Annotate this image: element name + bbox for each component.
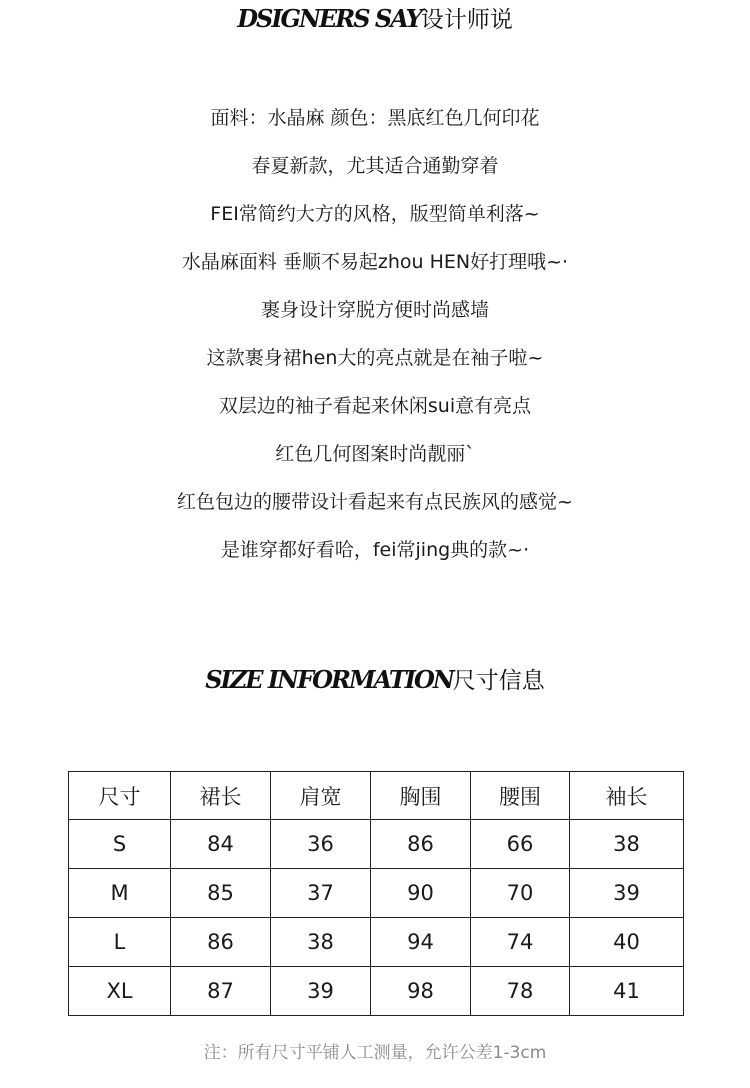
table-cell: 38 <box>570 820 684 869</box>
designer-say-title-en: DSIGNERS SAY <box>237 4 421 33</box>
table-row <box>69 967 684 1016</box>
description-line: 这款裹身裙hen大的亮点就是在袖子啦~ <box>206 347 544 369</box>
table-cell: 36 <box>271 820 371 869</box>
description-line: 是谁穿都好看哈，fei常jing典的款~· <box>220 539 530 561</box>
table-cell: 90 <box>371 869 471 918</box>
header-sleeve-length: 袖长 <box>570 772 684 820</box>
header-shoulder-width: 肩宽 <box>271 772 371 820</box>
table-cell: 74 <box>471 918 570 967</box>
table-cell: S <box>69 820 171 869</box>
table-cell: 70 <box>471 869 570 918</box>
table-cell: 87 <box>171 967 271 1016</box>
description-line: 春夏新款，尤其适合通勤穿着 <box>251 155 499 177</box>
size-information-title-zh: 尺寸信息 <box>452 668 545 694</box>
table-cell: 37 <box>271 869 371 918</box>
designer-say-heading <box>0 4 750 35</box>
table-cell: L <box>69 918 171 967</box>
table-cell: 78 <box>471 967 570 1016</box>
product-description-list <box>0 94 750 574</box>
header-size: 尺寸 <box>69 772 171 820</box>
table-cell: 98 <box>371 967 471 1016</box>
size-information-heading <box>0 664 750 697</box>
table-cell: 85 <box>171 869 271 918</box>
table-cell: 38 <box>271 918 371 967</box>
table-cell: XL <box>69 967 171 1016</box>
table-cell: 94 <box>371 918 471 967</box>
table-cell: 40 <box>570 918 684 967</box>
table-row <box>69 820 684 869</box>
table-row <box>69 869 684 918</box>
table-cell: 41 <box>570 967 684 1016</box>
table-cell: 39 <box>271 967 371 1016</box>
description-line: 裹身设计穿脱方便时尚感墙 <box>260 299 489 321</box>
header-waist: 腰围 <box>471 772 570 820</box>
description-line: 水晶麻面料 垂顺不易起zhou HEN好打理哦~· <box>181 251 569 273</box>
table-cell: 84 <box>171 820 271 869</box>
table-cell: M <box>69 869 171 918</box>
header-bust: 胸围 <box>371 772 471 820</box>
description-line: 双层边的袖子看起来休闲sui意有亮点 <box>218 395 532 417</box>
header-dress-length: 裙长 <box>171 772 271 820</box>
table-cell: 39 <box>570 869 684 918</box>
description-line: 红色包边的腰带设计看起来有点民族风的感觉~ <box>177 491 573 513</box>
description-line: 红色几何图案时尚靓丽` <box>275 443 475 465</box>
size-table <box>68 771 684 1016</box>
table-cell: 66 <box>471 820 570 869</box>
size-information-title-en: SIZE INFORMATION <box>205 665 453 694</box>
table-row <box>69 918 684 967</box>
table-header-row <box>69 772 684 820</box>
designer-say-title-zh: 设计师说 <box>420 7 513 33</box>
description-line: 面料：水晶麻 颜色：黑底红色几何印花 <box>210 107 540 129</box>
table-cell: 86 <box>171 918 271 967</box>
measurement-note: 注：所有尺寸平铺人工测量，允许公差1-3cm <box>203 1043 547 1063</box>
table-cell: 86 <box>371 820 471 869</box>
description-line: FEI常简约大方的风格，版型简单利落~ <box>210 203 540 225</box>
